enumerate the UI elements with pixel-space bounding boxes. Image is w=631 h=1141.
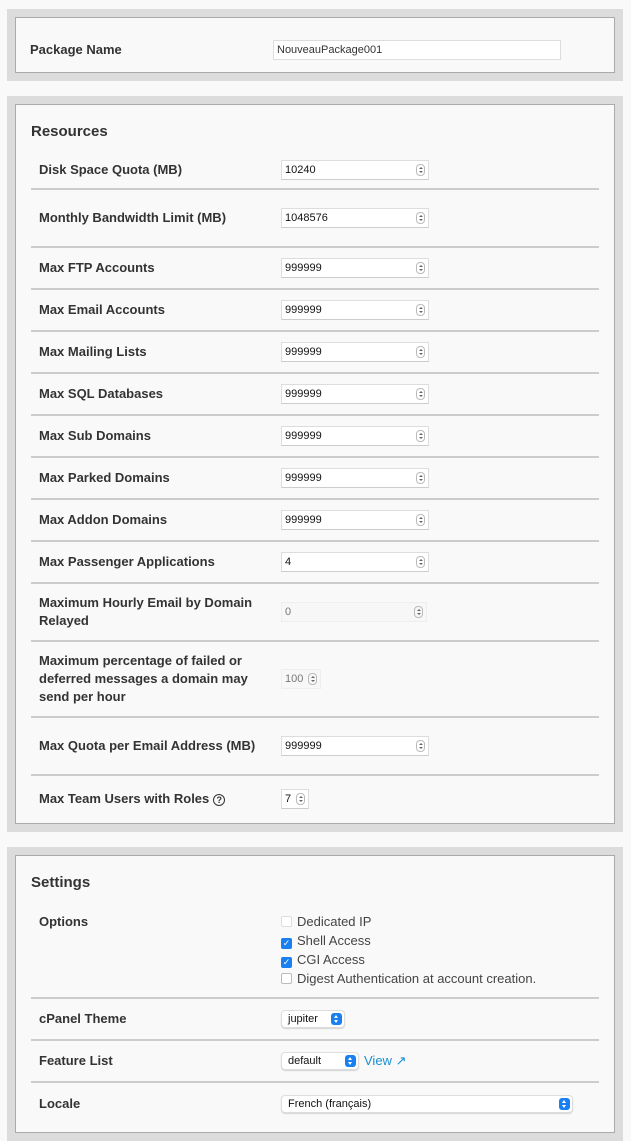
select-arrows-icon <box>345 1055 356 1067</box>
spinner-icon[interactable] <box>416 514 425 526</box>
resource-value: 999999 <box>285 346 322 358</box>
resource-row <box>31 584 599 642</box>
view-feature-list-link[interactable] <box>364 1053 406 1069</box>
resource-row <box>31 416 599 458</box>
resource-input[interactable] <box>281 510 429 530</box>
external-link-icon: ↗ <box>395 1053 407 1068</box>
resource-input[interactable] <box>281 208 429 228</box>
resource-row <box>31 290 599 332</box>
checkbox[interactable]: ✓ <box>282 938 291 948</box>
resource-row <box>31 248 599 290</box>
resource-input[interactable] <box>281 669 321 689</box>
resource-row <box>31 542 599 584</box>
theme-row <box>31 999 599 1041</box>
resource-label-text: Max Addon Domains <box>39 512 168 527</box>
resource-row <box>31 374 599 416</box>
resource-label <box>31 790 281 808</box>
feature-list-label: Feature List <box>39 1053 113 1068</box>
locale-row <box>31 1083 599 1125</box>
resource-label-text: Max Passenger Applications <box>39 554 215 569</box>
theme-value: jupiter <box>288 1013 318 1025</box>
resource-input[interactable] <box>281 342 429 362</box>
resource-row <box>31 332 599 374</box>
resource-row <box>31 776 599 822</box>
resource-row <box>31 458 599 500</box>
resource-value: 999999 <box>285 388 322 400</box>
resource-input[interactable] <box>281 602 427 622</box>
resource-input[interactable] <box>281 258 429 278</box>
resource-value: 7 <box>285 793 292 805</box>
resource-label-text: Max SQL Databases <box>39 386 164 401</box>
resource-value: 999999 <box>285 740 322 752</box>
resource-label <box>31 427 281 445</box>
resource-label-text: Max FTP Accounts <box>39 260 155 275</box>
resource-value: 0 <box>285 606 292 618</box>
resource-label <box>31 511 281 529</box>
locale-label: Locale <box>39 1096 81 1111</box>
spinner-icon[interactable] <box>414 606 423 618</box>
theme-label: cPanel Theme <box>39 1011 127 1026</box>
resource-label <box>31 259 281 277</box>
spinner-icon[interactable] <box>416 740 425 752</box>
resource-label <box>31 737 281 755</box>
package-name-label: Package Name <box>30 42 122 57</box>
locale-value: French (français) <box>288 1098 372 1110</box>
resources-title: Resources <box>31 123 108 140</box>
resource-input[interactable] <box>281 160 429 180</box>
resource-value: 999999 <box>285 262 322 274</box>
resource-label <box>31 209 281 227</box>
resource-label-text: Maximum Hourly Email by Domain Relayed <box>39 595 253 628</box>
theme-select[interactable] <box>281 1010 345 1028</box>
spinner-icon[interactable] <box>416 388 425 400</box>
option-checkbox-item[interactable] <box>281 969 536 988</box>
resource-label <box>31 161 281 179</box>
resource-label-text: Max Mailing Lists <box>39 344 147 359</box>
resource-input[interactable] <box>281 552 429 572</box>
resource-label <box>31 469 281 487</box>
resource-label-text: Max Email Accounts <box>39 302 165 317</box>
spinner-icon[interactable] <box>416 346 425 358</box>
option-label: Digest Authentication at account creation. <box>297 971 537 986</box>
option-label: Shell Access <box>297 933 371 948</box>
resource-label-text: Max Sub Domains <box>39 428 151 443</box>
resource-value: 4 <box>285 556 292 568</box>
resource-label <box>31 652 281 706</box>
resource-label-text: Disk Space Quota (MB) <box>39 162 183 177</box>
resource-label <box>31 343 281 361</box>
resource-label-text: Max Quota per Email Address (MB) <box>39 738 256 753</box>
resource-input[interactable] <box>281 468 429 488</box>
resource-value: 999999 <box>285 430 322 442</box>
spinner-icon[interactable] <box>416 262 425 274</box>
feature-list-row <box>31 1041 599 1083</box>
option-checkbox-item[interactable] <box>281 931 536 950</box>
resource-label-text: Max Team Users with Roles <box>39 791 210 806</box>
package-panel <box>7 9 623 81</box>
settings-panel <box>7 847 623 1141</box>
resource-label <box>31 594 281 630</box>
resource-label-text: Monthly Bandwidth Limit (MB) <box>39 210 227 225</box>
checkbox[interactable]: ✓ <box>282 957 291 967</box>
resource-row <box>31 190 599 248</box>
spinner-icon[interactable] <box>416 430 425 442</box>
spinner-icon[interactable] <box>416 304 425 316</box>
resource-value: 1048576 <box>285 212 328 224</box>
options-label: Options <box>39 914 89 929</box>
feature-list-value: default <box>288 1055 322 1067</box>
spinner-icon[interactable] <box>296 793 305 805</box>
resource-input[interactable] <box>281 736 429 756</box>
option-label: CGI Access <box>297 952 365 967</box>
resource-value: 999999 <box>285 472 322 484</box>
spinner-icon[interactable] <box>416 556 425 568</box>
package-name-input[interactable]: NouveauPackage001 <box>273 40 561 60</box>
settings-title: Settings <box>31 874 91 891</box>
resource-input[interactable] <box>281 426 429 446</box>
select-arrows-icon <box>331 1013 342 1025</box>
resource-value: 999999 <box>285 304 322 316</box>
options-row <box>31 905 599 999</box>
resource-row <box>31 642 599 718</box>
option-label: Dedicated IP <box>297 914 372 929</box>
option-checkbox-item[interactable] <box>281 912 536 931</box>
checkbox[interactable] <box>281 916 292 927</box>
resource-input[interactable] <box>281 789 309 809</box>
option-checkbox-item[interactable] <box>281 950 536 969</box>
resource-input[interactable] <box>281 384 429 404</box>
checkbox[interactable] <box>281 973 292 984</box>
resource-input[interactable] <box>281 300 429 320</box>
locale-select[interactable] <box>281 1095 573 1113</box>
resource-label-text: Maximum percentage of failed or deferred messages a domain may send per hour <box>39 653 248 704</box>
resource-value: 999999 <box>285 514 322 526</box>
spinner-icon[interactable] <box>416 472 425 484</box>
select-arrows-icon <box>559 1098 570 1110</box>
resource-label <box>31 301 281 319</box>
spinner-icon[interactable] <box>416 212 425 224</box>
resource-label <box>31 385 281 403</box>
resource-value: 100 <box>285 673 304 685</box>
help-icon[interactable]: ? <box>213 794 225 806</box>
resource-label <box>31 553 281 571</box>
resource-label-text: Max Parked Domains <box>39 470 170 485</box>
spinner-icon[interactable] <box>416 164 425 176</box>
feature-list-select[interactable] <box>281 1052 359 1070</box>
resources-panel <box>7 96 623 832</box>
spinner-icon[interactable] <box>308 673 317 685</box>
resource-row <box>31 718 599 776</box>
view-link-text: View <box>364 1053 392 1068</box>
resource-row <box>31 500 599 542</box>
resource-row <box>31 152 599 190</box>
resource-value: 10240 <box>285 164 316 176</box>
